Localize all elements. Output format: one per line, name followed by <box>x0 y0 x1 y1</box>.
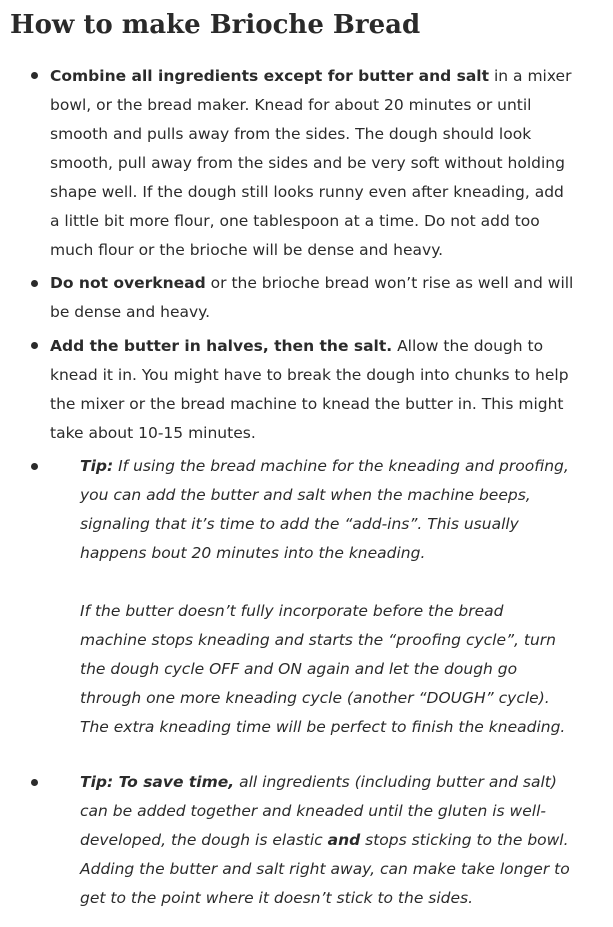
step-lead: Combine all ingredients except for butter and salt <box>50 67 490 85</box>
section-heading: How to make Brioche Bread <box>10 10 421 40</box>
bullet-icon <box>31 779 38 786</box>
list-item-text: Do not overknead or the brioche bread won’t rise as well and will be dense and heavy. <box>50 274 574 321</box>
bullet-icon <box>31 72 38 79</box>
tip-lead: Tip: <box>80 457 114 475</box>
step-lead: Do not overknead <box>50 274 206 292</box>
step-lead: Add the butter in halves, then the salt. <box>50 337 393 355</box>
bullet-icon <box>31 463 38 470</box>
list-item-text: Add the butter in halves, then the salt. Allow the dough to knead it in. You might have to break the dough into chunks to help the mixer or the bread machine to knead the butter in. This might take about 10-15 minutes. <box>50 337 569 442</box>
list-item-text: Combine all ingredients except for butter and salt in a mixer bowl, or the bread maker. Knead for about 20 minutes or until smooth and pulls away from the sides. The dough should look smooth, pull away from the sides and be very soft without holding shape well. If the dough still looks runny even after kneading, add a little bit more flour, one tablespoon at a time. Do not add too much flour or the brioche will be dense and heavy. <box>50 67 572 259</box>
bullet-icon <box>31 280 38 287</box>
tip-lead: Tip: To save time, <box>80 773 235 791</box>
tip-text: Tip: To save time, all ingredients (including butter and salt) can be added together and kneaded until the gluten is well- developed, the dough is elastic and stops sticking to the bowl. Adding the butter and salt right away, can make take longer to get to the point where it doesn’t stick to the sides. <box>80 773 570 907</box>
bullet-icon <box>31 342 38 349</box>
tip-text: Tip: If using the bread machine for the kneading and proofing, you can add the butter and salt when the machine beeps, signaling that it’s time to add the “add-ins”. This usually happens bout 20 minutes into the kneading. If the butter doesn’t fully incorporate before the bread machine stops kneading and starts the “proofing cycle”, turn the dough cycle OFF and ON again and let the dough go through one more kneading cycle (another “DOUGH” cycle). The extra kneading time will be perfect to finish the kneading. <box>80 457 569 736</box>
